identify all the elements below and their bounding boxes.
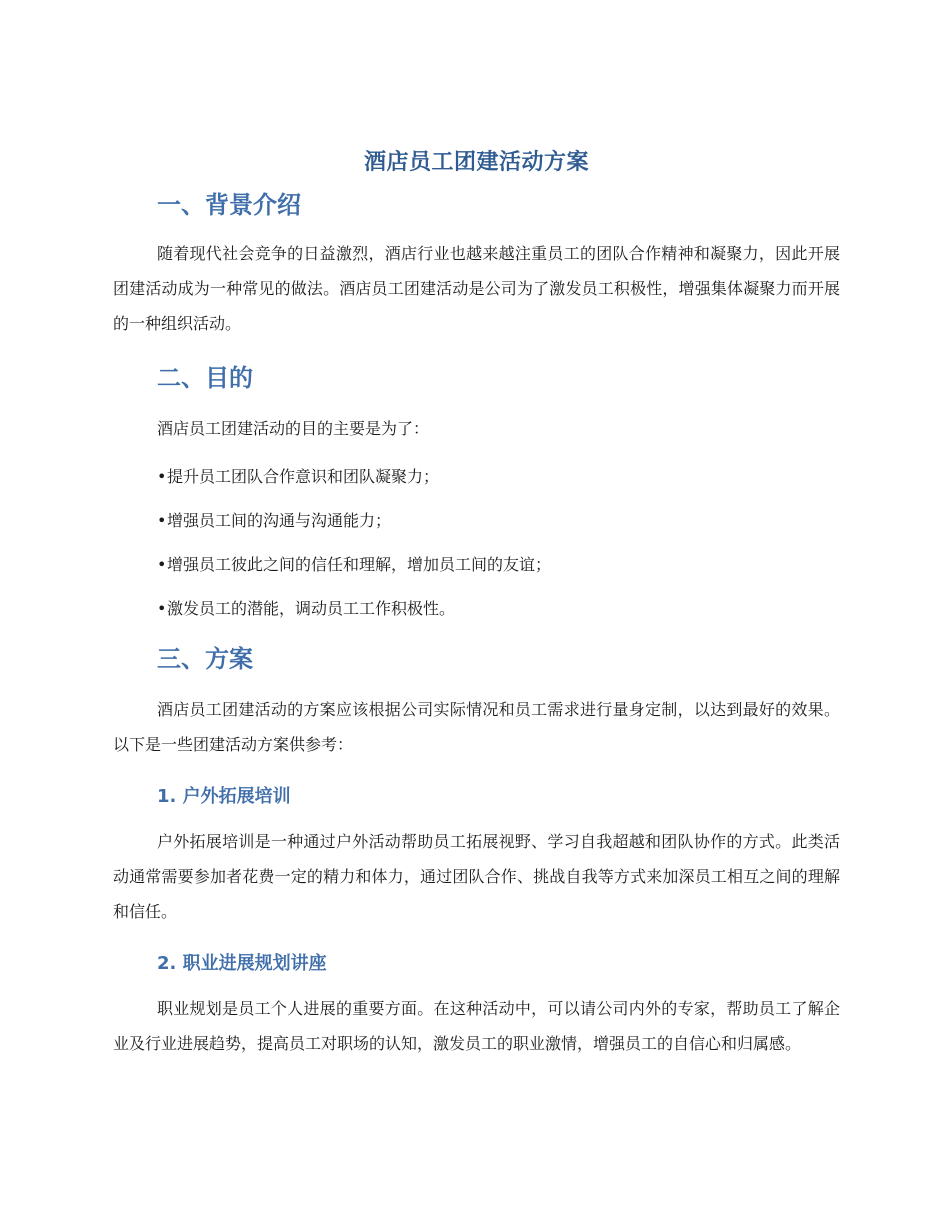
purpose-intro: 酒店员工团建活动的目的主要是为了： [157,419,430,438]
bullet-marker: • [157,467,167,486]
document-title: 酒店员工团建活动方案 [363,150,589,175]
purpose-bullet [157,596,840,622]
document-page [113,140,840,1061]
section-heading-purpose: 二、目的 [157,364,253,392]
purpose-bullet-text: 增强员工间的沟通与沟通能力； [167,511,392,530]
section-heading-plan: 三、方案 [157,645,253,673]
bullet-marker: • [157,511,167,530]
plan-item-paragraph-outdoor: 户外拓展培训是一种通过户外活动帮助员工拓展视野、学习自我超越和团队协作的方式。此类活动通常需要参加者花费一定的精力和体力，通过团队合作、挑战自我等方式来加深员工相互之间的理解和信任。 [113,832,840,921]
background-paragraph: 随着现代社会竞争的日益激烈，酒店行业也越来越注重员工的团队合作精神和凝聚力，因此开展团建活动成为一种常见的做法。酒店员工团建活动是公司为了激发员工积极性，增强集体凝聚力而开展的一种组织活动。 [113,244,840,333]
plan-item-heading-outdoor: 1. 户外拓展培训 [157,786,291,807]
bullet-marker: • [157,555,167,574]
plan-item-paragraph-career: 职业规划是员工个人进展的重要方面。在这种活动中，可以请公司内外的专家，帮助员工了解企业及行业进展趋势，提高员工对职场的认知，激发员工的职业激情，增强员工的自信心和归属感。 [113,999,840,1053]
section-heading-background: 一、背景介绍 [157,191,301,219]
bullet-marker: • [157,599,167,618]
purpose-bullet-text: 提升员工团队合作意识和团队凝聚力； [167,467,440,486]
purpose-bullet [157,552,840,578]
purpose-bullet-text: 增强员工彼此之间的信任和理解，增加员工间的友谊； [167,555,552,574]
purpose-bullet [157,464,840,490]
purpose-bullet [157,508,840,534]
plan-item-heading-career: 2. 职业进展规划讲座 [157,953,327,974]
plan-intro: 酒店员工团建活动的方案应该根据公司实际情况和员工需求进行量身定制，以达到最好的效果。以下是一些团建活动方案供参考： [113,700,840,754]
purpose-bullet-text: 激发员工的潜能，调动员工工作积极性。 [167,599,456,618]
